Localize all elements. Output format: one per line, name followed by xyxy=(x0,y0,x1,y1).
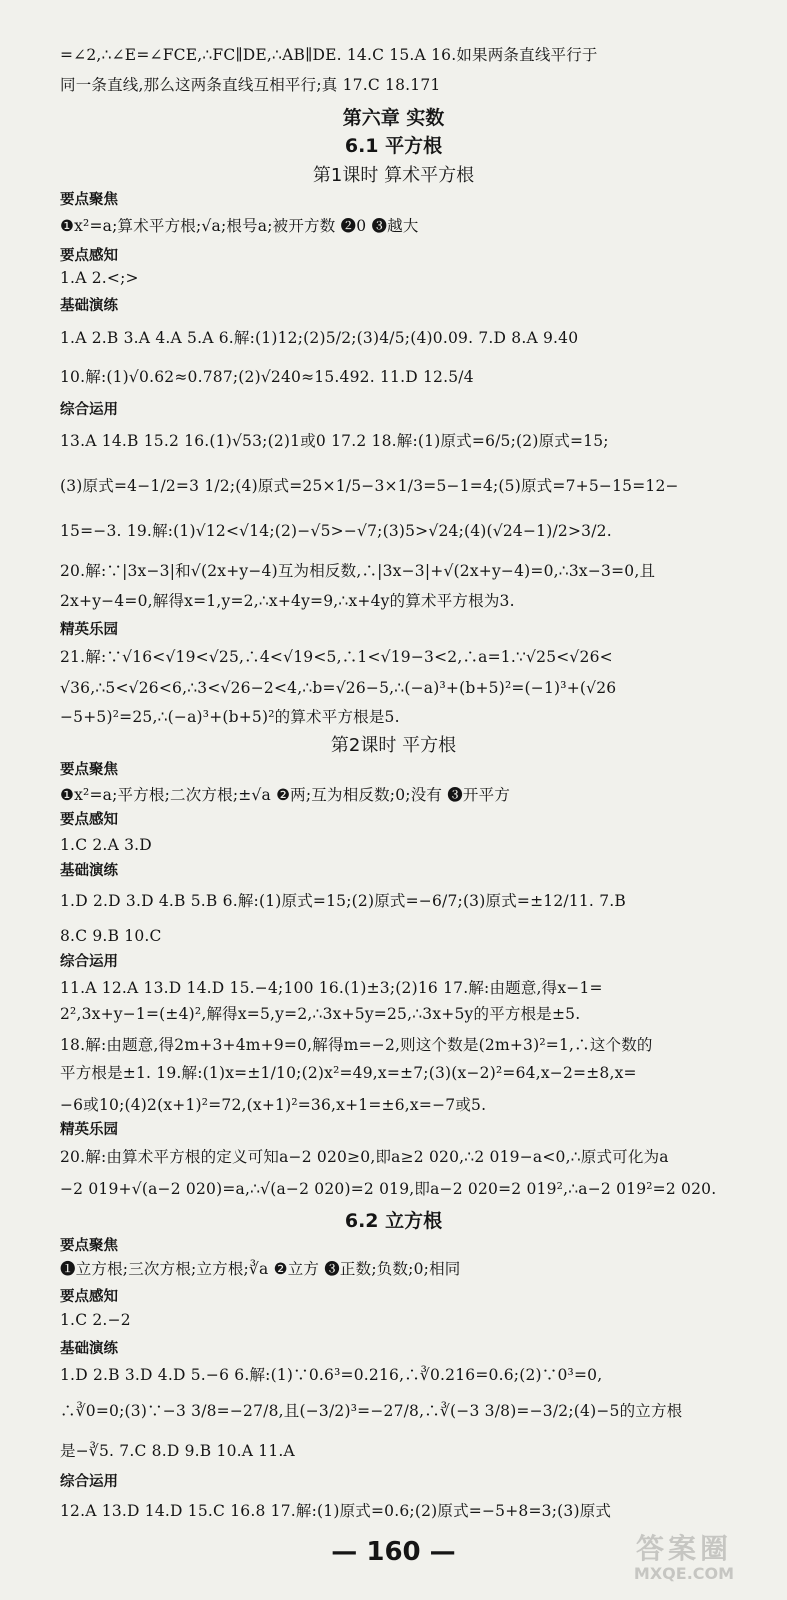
text-line: −5+5)²=25,∴(−a)³+(b+5)²的算术平方根是5. xyxy=(60,708,400,726)
section-title: 6.1 平方根 xyxy=(344,135,443,157)
heading-key-sense: 要点感知 xyxy=(60,1289,118,1305)
heading-elite: 精英乐园 xyxy=(60,622,118,638)
text-line: 平方根是±1. 19.解:(1)x=±1/10;(2)x²=49,x=±7;(3)(x−2)²=64,x−2=±8,x= xyxy=(60,1064,637,1082)
lesson-title: 第2课时 平方根 xyxy=(330,735,457,756)
text-line: 20.解:由算术平方根的定义可知a−2 020≥0,即a≥2 020,∴2 019−a<0,∴原式可化为a xyxy=(60,1148,669,1166)
heading-comprehensive: 综合运用 xyxy=(60,954,118,970)
text-line: 1.D 2.D 3.D 4.B 5.B 6.解:(1)原式=15;(2)原式=−6/7;(3)原式=±12/11. 7.B xyxy=(60,892,626,910)
text-line: =∠2,∴∠E=∠FCE,∴FC∥DE,∴AB∥DE. 14.C 15.A 16.如果两条直线平行于 xyxy=(60,46,598,64)
heading-key-focus: 要点聚焦 xyxy=(60,762,118,778)
text-line: 1.A 2.B 3.A 4.A 5.A 6.解:(1)12;(2)5/2;(3)4/5;(4)0.09. 7.D 8.A 9.40 xyxy=(60,329,579,347)
text-line: 1.C 2.A 3.D xyxy=(60,836,152,854)
text-line: −2 019+√(a−2 020)=a,∴√(a−2 020)=2 019,即a−2 020=2 019²,∴a−2 019²=2 020. xyxy=(60,1180,717,1198)
text-line: (3)原式=4−1/2=3 1/2;(4)原式=25×1/5−3×1/3=5−1=4;(5)原式=7+5−15=12− xyxy=(60,477,679,495)
text-line: 18.解:由题意,得2m+3+4m+9=0,解得m=−2,则这个数是(2m+3)²=1,∴这个数的 xyxy=(60,1036,653,1054)
text-line: 15=−3. 19.解:(1)√12<√14;(2)−√5>−√7;(3)5>√24;(4)(√24−1)/2>3/2. xyxy=(60,522,612,540)
text-line: ❶x²=a;平方根;二次方根;±√a ❷两;互为相反数;0;没有 ❸开平方 xyxy=(60,786,511,804)
text-line: 1.C 2.−2 xyxy=(60,1311,131,1329)
heading-basic: 基础演练 xyxy=(60,863,118,879)
text-line: ❶x²=a;算术平方根;√a;根号a;被开方数 ❷0 ❸越大 xyxy=(60,217,419,235)
text-line: ❶立方根;三次方根;立方根;∛a ❷立方 ❸正数;负数;0;相同 xyxy=(60,1260,461,1278)
text-line: 20.解:∵|3x−3|和√(2x+y−4)互为相反数,∴|3x−3|+√(2x+y−4)=0,∴3x−3=0,且 xyxy=(60,562,656,580)
text-line: 8.C 9.B 10.C xyxy=(60,927,162,945)
text-line: 是−∛5. 7.C 8.D 9.B 10.A 11.A xyxy=(60,1442,295,1460)
text-line: √36,∴5<√26<6,∴3<√26−2<4,∴b=√26−5,∴(−a)³+(b+5)²=(−1)³+(√26 xyxy=(60,679,617,697)
text-line: 12.A 13.D 14.D 15.C 16.8 17.解:(1)原式=0.6;(2)原式=−5+8=3;(3)原式 xyxy=(60,1502,612,1520)
text-line: 1.D 2.B 3.D 4.D 5.−6 6.解:(1)∵0.6³=0.216,∴∛0.216=0.6;(2)∵0³=0, xyxy=(60,1366,603,1384)
section-title: 6.2 立方根 xyxy=(344,1210,443,1232)
text-line: 2x+y−4=0,解得x=1,y=2,∴x+4y=9,∴x+4y的算术平方根为3. xyxy=(60,592,515,610)
heading-key-sense: 要点感知 xyxy=(60,812,118,828)
heading-key-sense: 要点感知 xyxy=(60,248,118,264)
heading-basic: 基础演练 xyxy=(60,1341,118,1357)
text-line: ∴∛0=0;(3)∵−3 3/8=−27/8,且(−3/2)³=−27/8,∴∛(−3 3/8)=−3/2;(4)−5的立方根 xyxy=(60,1402,683,1420)
heading-basic: 基础演练 xyxy=(60,298,118,314)
heading-key-focus: 要点聚焦 xyxy=(60,1238,118,1254)
text-line: 同一条直线,那么这两条直线互相平行;真 17.C 18.171 xyxy=(60,76,441,94)
text-line: 13.A 14.B 15.2 16.(1)√53;(2)1或0 17.2 18.解:(1)原式=6/5;(2)原式=15; xyxy=(60,432,609,450)
chapter-title: 第六章 实数 xyxy=(342,107,445,129)
heading-comprehensive: 综合运用 xyxy=(60,1474,118,1490)
watermark xyxy=(599,1534,769,1592)
lesson-title: 第1课时 算术平方根 xyxy=(312,165,475,186)
text-line: 1.A 2.<;> xyxy=(60,269,139,287)
text-line: −6或10;(4)2(x+1)²=72,(x+1)²=36,x+1=±6,x=−7或5. xyxy=(60,1096,487,1114)
heading-elite: 精英乐园 xyxy=(60,1122,118,1138)
text-line: 10.解:(1)√0.62≈0.787;(2)√240≈15.492. 11.D 12.5/4 xyxy=(60,368,474,386)
text-line: 21.解:∵√16<√19<√25,∴4<√19<5,∴1<√19−3<2,∴a=1.∵√25<√26< xyxy=(60,648,613,666)
text-line: 11.A 12.A 13.D 14.D 15.−4;100 16.(1)±3;(2)16 17.解:由题意,得x−1= xyxy=(60,979,603,997)
heading-comprehensive: 综合运用 xyxy=(60,402,118,418)
page-number: — 160 — xyxy=(331,1537,456,1567)
heading-key-focus: 要点聚焦 xyxy=(60,192,118,208)
watermark-main: 答案圈 xyxy=(635,1532,732,1565)
text-line: 2²,3x+y−1=(±4)²,解得x=5,y=2,∴3x+5y=25,∴3x+5y的平方根是±5. xyxy=(60,1005,581,1023)
watermark-sub: MXQE.COM xyxy=(633,1564,735,1583)
